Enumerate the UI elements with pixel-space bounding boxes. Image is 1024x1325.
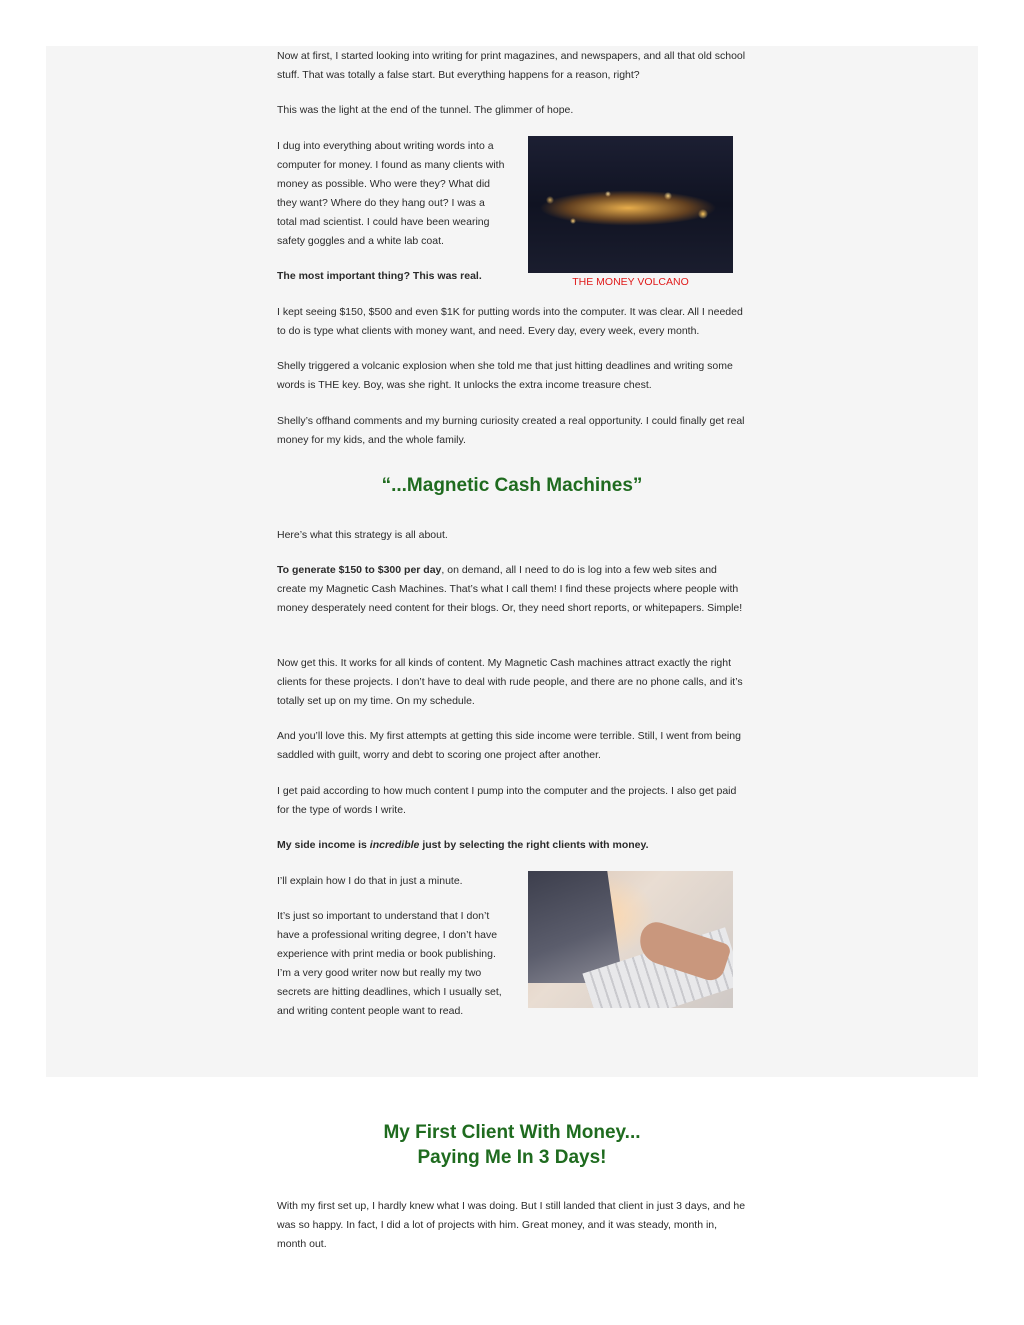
- paragraph: [277, 267, 517, 286]
- paragraph: And you’ll love this. My first attempts at getting this side income were terrible. Still, I went from being saddled with guilt, worry and debt to scoring one project after another.: [277, 730, 741, 761]
- paragraph: Shelly’s offhand comments and my burning curiosity created a real opportunity. I could finally get real money for my kids, and the whole family.: [277, 415, 745, 446]
- paragraph: I dug into everything about writing words into a computer for money. I found as many clients with money as possible. Who were they? What did they want? Where do they hang out? I was a total mad scientist. I could have been wearing safety goggles and a white lab coat.: [277, 140, 505, 247]
- paragraph: Shelly triggered a volcanic explosion when she told me that just hitting deadlines and writing some words is THE key. Boy, was she right. It unlocks the extra income treasure chest.: [277, 360, 733, 391]
- paragraph: It’s just so important to understand that I don’t have a professional writing degree, I don’t have experience with print media or book publishing. I’m a very good writer now but really my two secrets are hitting deadlines, which I usually set, and writing content people want to read.: [277, 910, 502, 1017]
- section-heading: My First Client With Money... Paying Me In 3 Days!: [383, 1122, 641, 1168]
- bold-text: The most important thing? This was real.: [277, 270, 482, 282]
- paragraph: I get paid according to how much content I pump into the computer and the projects. I also get paid for the type of words I write.: [277, 785, 737, 816]
- paragraph: I’ll explain how I do that in just a minute.: [277, 875, 463, 887]
- laptop-typing-image: [528, 871, 733, 1008]
- paragraph: With my first set up, I hardly knew what I was doing. But I still landed that client in just 3 days, and he was so happy. In fact, I did a lot of projects with him. Great money, and it was steady, month in, month out.: [277, 1200, 746, 1250]
- money-volcano-image: [528, 136, 733, 273]
- paragraph: Now get this. It works for all kinds of content. My Magnetic Cash machines attract exactly the right clients for these projects. I don’t have to deal with rude people, and there are no phone calls, and it’s totally set up on my time. On my schedule.: [277, 657, 743, 707]
- paragraph: I kept seeing $150, $500 and even $1K for putting words into the computer. It was clear. All I needed to do is type what clients with money want, and need. Every day, every week, every month.: [277, 306, 743, 337]
- image-caption: THE MONEY VOLCANO: [572, 276, 689, 288]
- paragraph: Now at first, I started looking into writing for print magazines, and newspapers, and all that old school stuff. That was totally a false start. But everything happens for a reason, right?: [277, 50, 746, 81]
- italic-text: incredible: [369, 839, 420, 851]
- paragraph: My side income is incredible just by selecting the right clients with money.: [277, 839, 649, 851]
- paragraph: To generate $150 to $300 per day, on demand, all I need to do is log into a few web sites and create my Magnetic Cash Machines. That’s what I call them! I find these projects where people with money desperately need content for their blogs. Or, they need short reports, or whitepapers. Simple!: [277, 564, 743, 614]
- paragraph: Here’s what this strategy is all about.: [277, 529, 448, 541]
- section-heading: “...Magnetic Cash Machines”: [381, 475, 643, 496]
- bold-text: To generate $150 to $300 per day: [277, 564, 442, 576]
- paragraph: This was the light at the end of the tunnel. The glimmer of hope.: [277, 104, 574, 116]
